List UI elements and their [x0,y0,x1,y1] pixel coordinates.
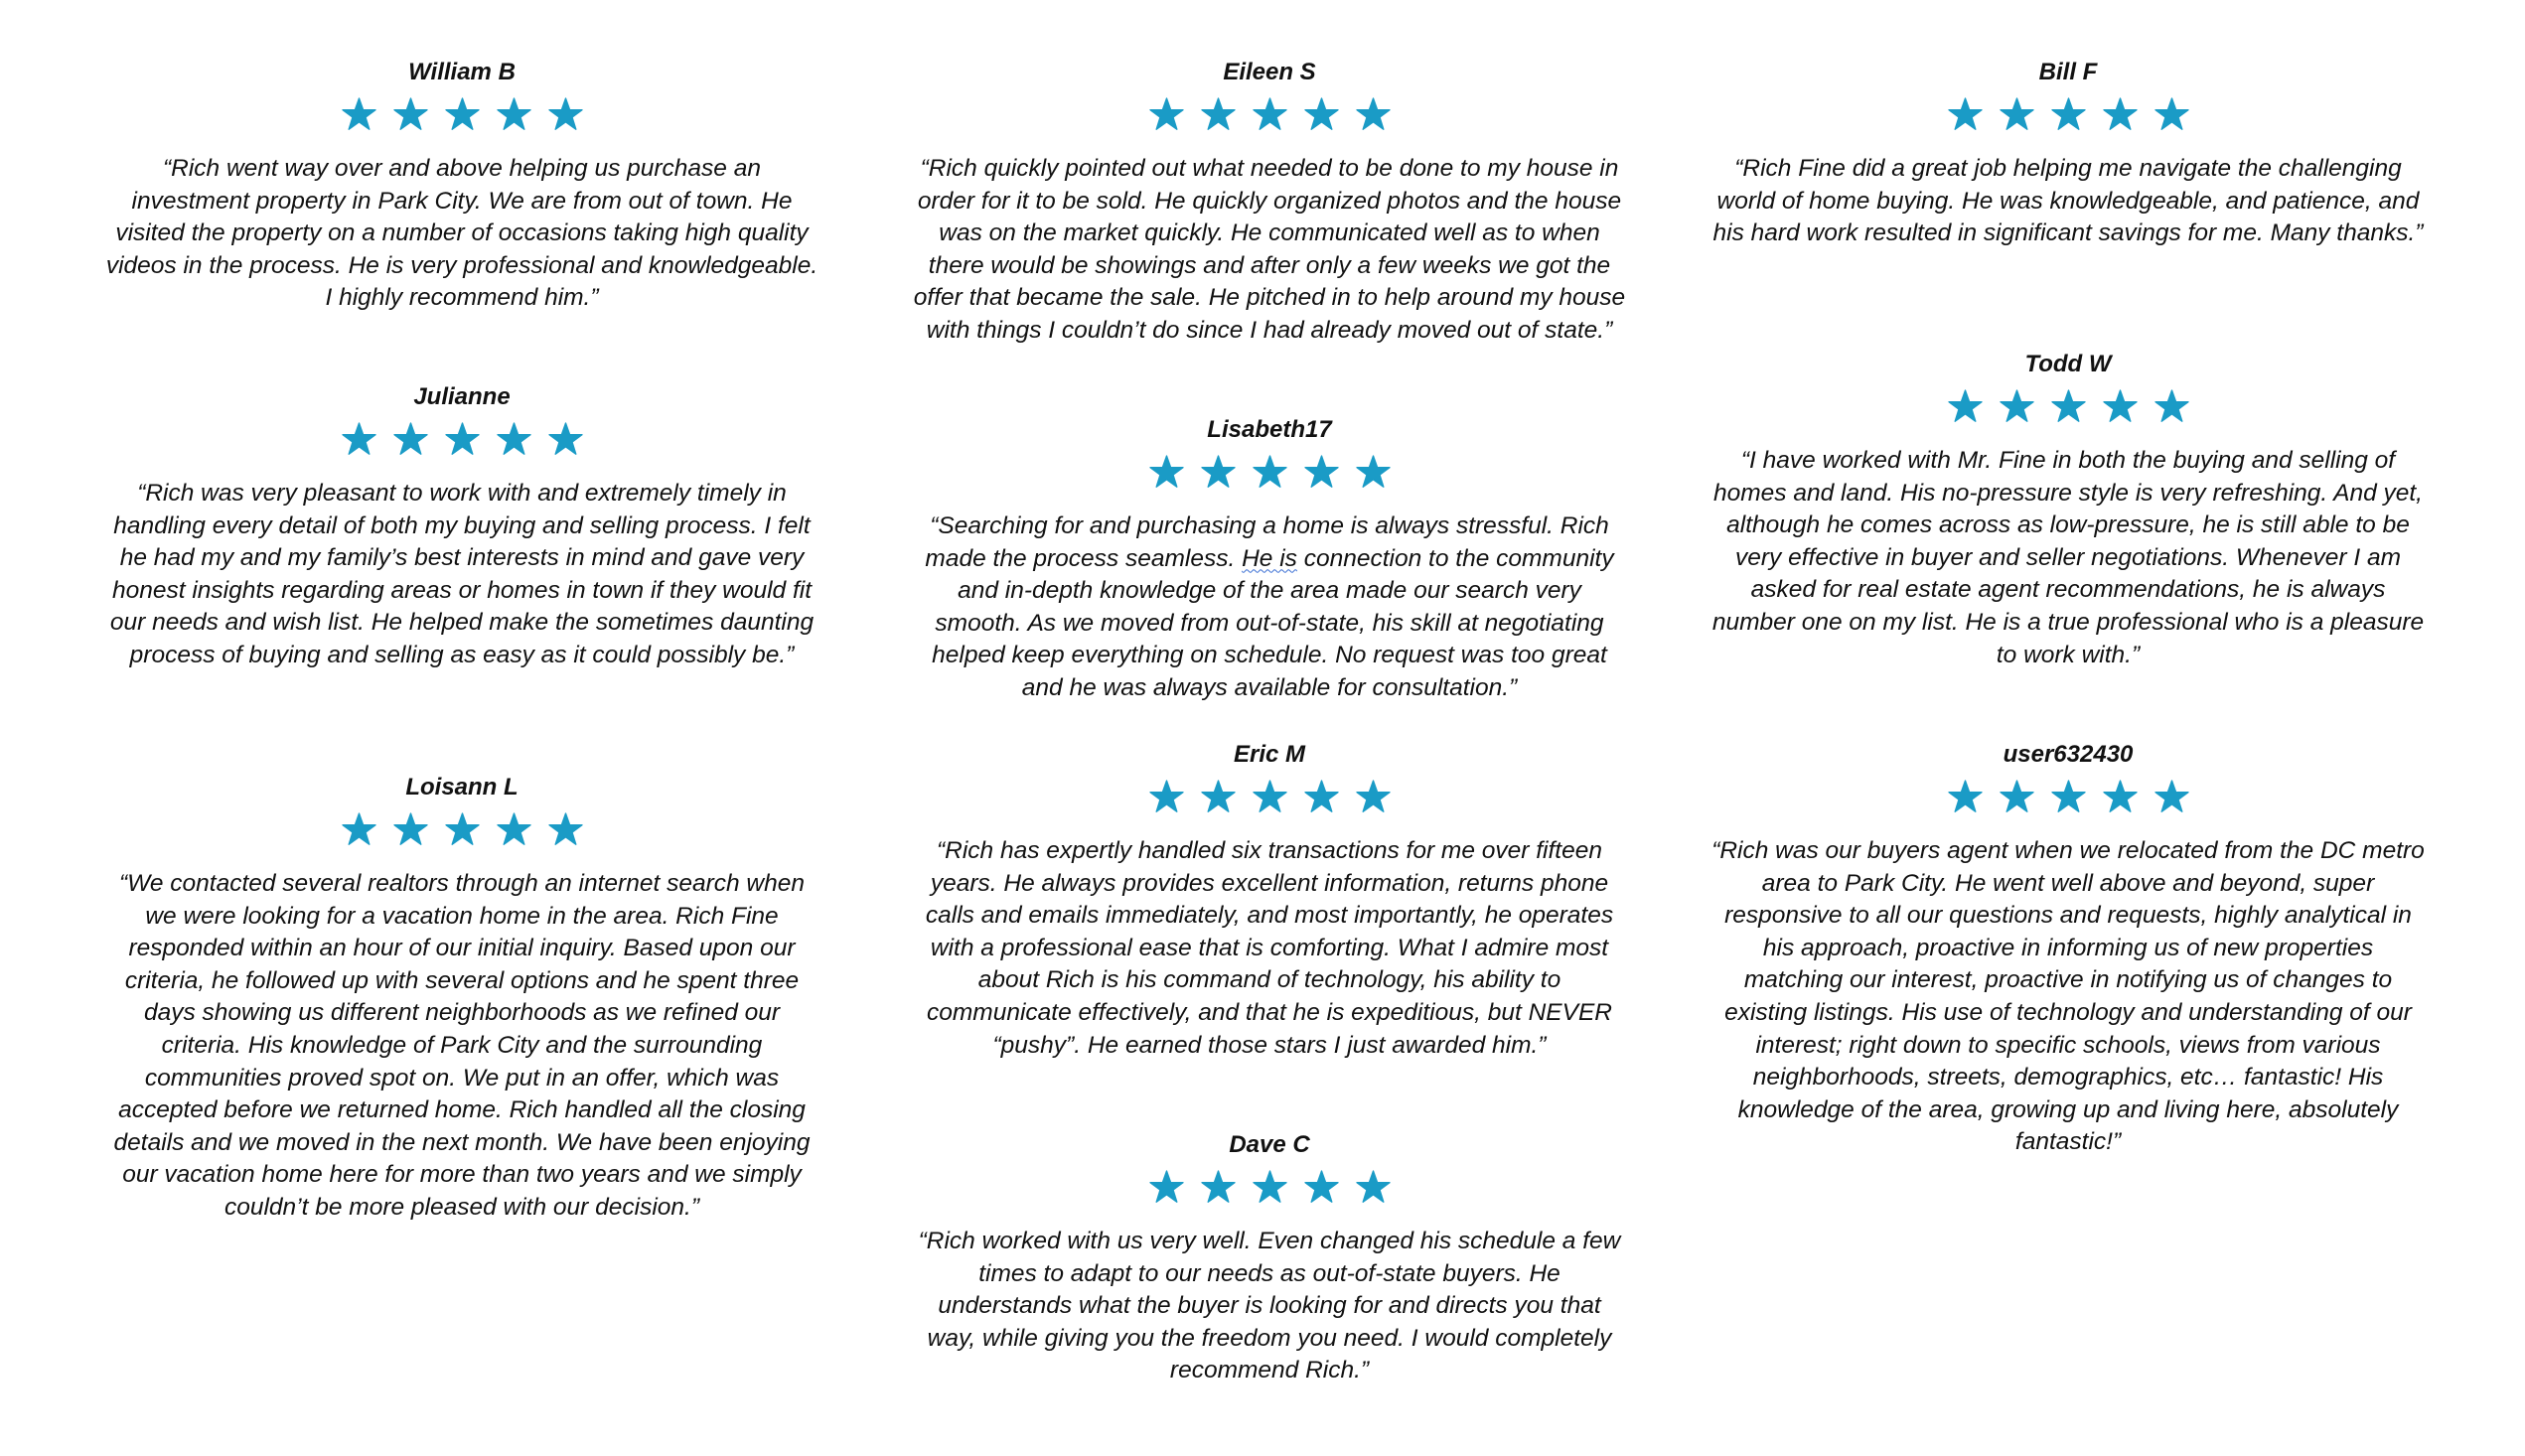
star-icon [1304,1170,1339,1205]
star-icon [342,97,376,132]
star-icon [1201,97,1236,132]
star-icon [1253,1170,1287,1205]
star-icon [1149,780,1184,814]
star-icon [393,812,428,847]
star-icon [2051,780,2086,814]
review-text [912,510,1627,705]
star-icon [1356,780,1391,814]
star-rating [912,97,1627,143]
star-icon [445,422,480,457]
review-card-dave-c [912,1130,1627,1387]
star-icon [445,812,480,847]
review-text: “Rich Fine did a great job helping me navigate the challenging world of home buying. He was knowledgeable, and patience, and his hard work resulted in significant savings for me. Many thanks.” [1712,155,2424,247]
star-icon [2000,389,2034,424]
review-card-loisann-l [104,773,819,1225]
star-icon [2051,389,2086,424]
star-icon [1201,455,1236,490]
star-icon [2154,389,2189,424]
reviewer-name: Todd W [2024,351,2112,377]
review-card-eileen-s [912,58,1627,348]
review-card-william-b [104,58,819,315]
star-rating [1710,780,2426,825]
reviewer-name: user632430 [2003,741,2134,768]
star-icon [393,422,428,457]
star-icon [1149,1170,1184,1205]
star-icon [497,97,531,132]
star-rating [1710,97,2426,143]
review-card-bill-f [1710,58,2426,250]
review-text-part: connection to the community and in-depth knowledge of the area made our search very smooth. As we moved from out-of-state, his skill at negotiating helped keep everything on schedule. No request was too great and he was always available for consultation.” [932,544,1614,701]
reviewer-name: Loisann L [405,774,519,801]
reviewer-name: Dave C [1229,1131,1310,1158]
star-icon [1304,780,1339,814]
star-icon [2154,780,2189,814]
star-icon [1356,1170,1391,1205]
star-icon [2103,780,2138,814]
star-icon [2154,97,2189,132]
review-card-user632430 [1710,740,2426,1159]
star-icon [548,97,583,132]
star-icon [548,422,583,457]
star-icon [393,97,428,132]
reviewer-name: Lisabeth17 [1207,416,1332,443]
star-icon [497,812,531,847]
review-text: “I have worked with Mr. Fine in both the buying and selling of homes and land. His no-pressure style is very refreshing. And yet, although he comes across as low-pressure, he is still able to be very effective in buyer and seller negotiations. Whenever I am asked for real estate agent recommendations, he is always number one on my list. He is a true professional who is a pleasure to work with.” [1711,447,2425,668]
star-icon [497,422,531,457]
star-icon [2103,97,2138,132]
review-text: “We contacted several realtors through an internet search when we were looking for a vacation home in the area. Rich Fine responded within an hour of our initial inquiry. Based upon our criteria, he followed up with several options and he spent three days showing us different neighborhoods as we refined our criteria. His knowledge of Park City and the surrounding communities proved spot on. We put in an offer, which was accepted before we returned home. Rich handled all the closing details and we moved in the next month. We have been enjoying our vacation home here for more than two years and we simply couldn’t be more pleased with our decision.” [113,870,811,1221]
review-text: “Rich was very pleasant to work with and extremely timely in handling every detail of both my buying and selling process. I felt he had my and my family’s best interests in mind and gave very honest insights regarding areas or homes in town if they would fit our needs and wish list. He helped make the sometimes daunting process of buying and selling as easy as it could possibly be.” [109,480,815,668]
star-icon [1201,1170,1236,1205]
star-icon [342,422,376,457]
star-rating [104,422,819,468]
star-rating [912,455,1627,501]
star-icon [548,812,583,847]
review-text: “Rich has expertly handled six transactions for me over fifteen years. He always provides excellent information, returns phone calls and emails immediately, and most importantly, he operates with a professional ease that is comforting. What I admire most about Rich is his command of technology, his ability to communicate effectively, and that he is expeditious, but NEVER “pushy”. He earned those stars I just awarded him.” [925,837,1614,1059]
review-card-todd-w [1710,350,2426,671]
star-icon [1253,455,1287,490]
reviewer-name: William B [408,59,516,85]
star-icon [342,812,376,847]
star-rating [104,97,819,143]
star-icon [1356,455,1391,490]
star-icon [1948,97,1983,132]
star-rating [912,1170,1627,1216]
star-icon [1356,97,1391,132]
reviewer-name: Eileen S [1223,59,1316,85]
star-icon [2000,97,2034,132]
review-text-part: “Searching for and purchasing a home is always stressful. Rich made the process seamless. [925,512,1609,572]
star-icon [1201,780,1236,814]
review-text: “Rich went way over and above helping us purchase an investment property in Park City. We are from out of town. He visited the property on a number of occasions taking high quality videos in the process. He is very professional and knowledgeable. I highly recommend him.” [105,155,818,312]
star-icon [1948,389,1983,424]
star-rating [912,780,1627,825]
reviewer-name: Eric M [1233,741,1306,768]
review-text: “Rich quickly pointed out what needed to be done to my house in order for it to be sold. He quickly organized photos and the house was on the market quickly. He communicated well as to when there would be showings and after only a few weeks we got the offer that became the sale. He pitched in to help around my house with things I couldn’t do since I had already moved out of state.” [913,155,1626,344]
star-icon [445,97,480,132]
review-card-julianne [104,382,819,672]
reviewer-name: Julianne [413,383,511,410]
reviewer-name: Bill F [2038,59,2098,85]
star-rating [1710,389,2426,435]
review-card-eric-m [912,740,1627,1062]
star-icon [1253,780,1287,814]
star-icon [1304,455,1339,490]
review-text: “Rich was our buyers agent when we relocated from the DC metro area to Park City. He went well above and beyond, super responsive to all our questions and requests, highly analytical in his approach, proactive in informing us of new properties matching our interest, proactive in notifying us of changes to existing listings. His use of technology and understanding of our interest; right down to specific schools, views from various neighborhoods, streets, demographics, etc… fantastic! His knowledge of the area, growing up and living here, absolutely fantastic!” [1711,837,2425,1156]
star-icon [1149,97,1184,132]
star-icon [1253,97,1287,132]
star-icon [2051,97,2086,132]
star-icon [1149,455,1184,490]
star-rating [104,812,819,858]
star-icon [1304,97,1339,132]
review-text: “Rich worked with us very well. Even changed his schedule a few times to adapt to our needs as out-of-state buyers. He understands what the buyer is looking for and directs you that way, while giving you the freedom you need. I would completely recommend Rich.” [918,1228,1621,1384]
star-icon [1948,780,1983,814]
star-icon [2103,389,2138,424]
spellcheck-flagged-text[interactable]: He is [1242,544,1297,572]
star-icon [2000,780,2034,814]
review-card-lisabeth17 [912,415,1627,705]
